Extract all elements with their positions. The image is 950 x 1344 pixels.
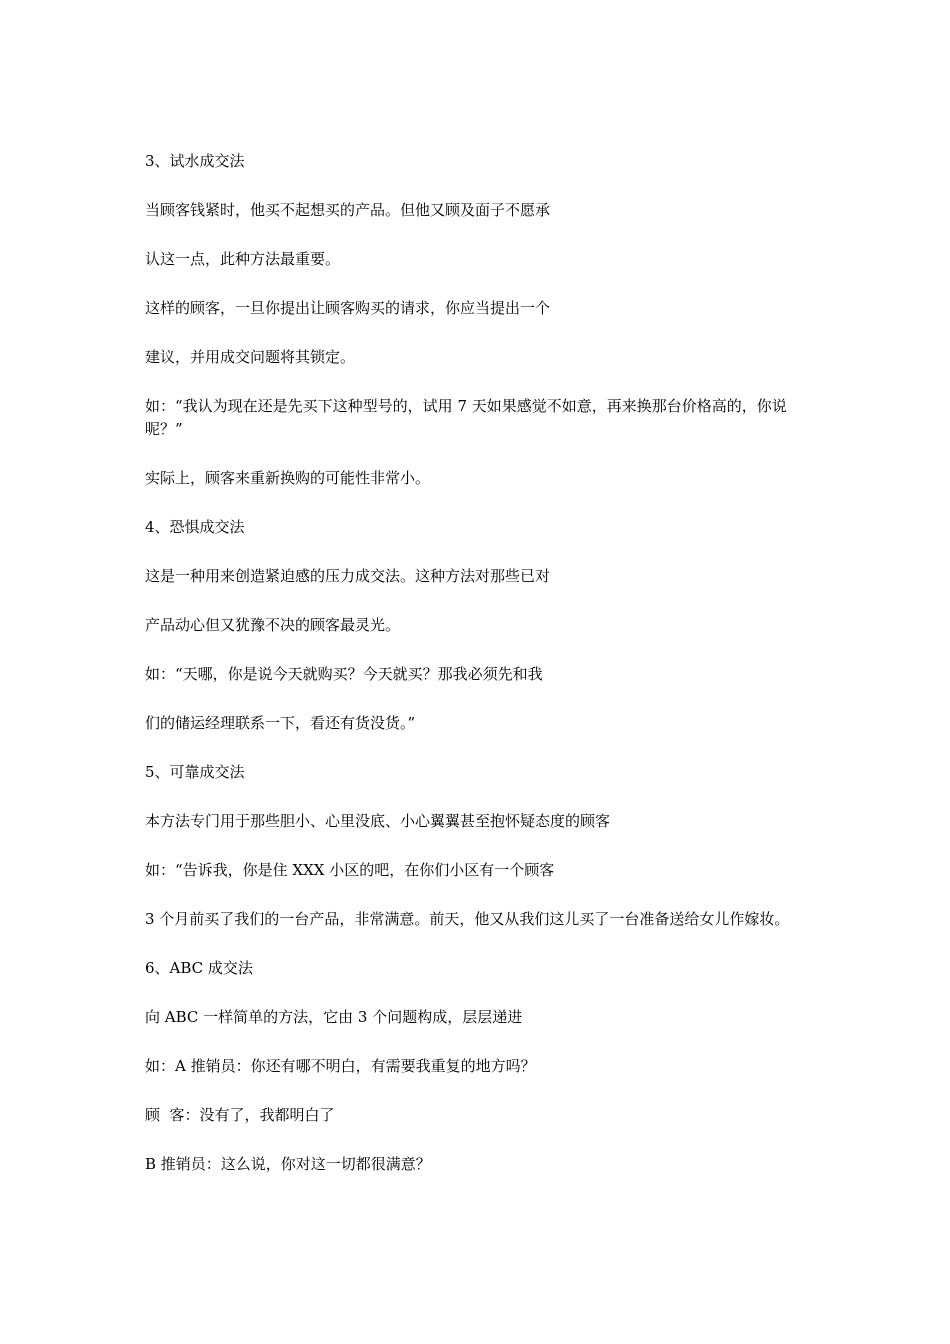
example-quote: 如：“我认为现在还是先买下这种型号的，试用 7 天如果感觉不如意，再来换那台价格高的，你说呢？”	[145, 397, 787, 438]
heading-fear-close: 4、恐惧成交法	[145, 518, 245, 536]
paragraph: 3 个月前买了我们的一台产品，非常满意。前天，他又从我们这儿买了一台准备送给女儿作嫁妆。	[145, 910, 790, 928]
paragraph: 们的储运经理联系一下，看还有货没货。”	[145, 714, 416, 732]
dialogue-line: 如：A 推销员：你还有哪不明白，有需要我重复的地方吗？	[145, 1057, 536, 1075]
dialogue-line: B 推销员：这么说，你对这一切都很满意？	[145, 1155, 431, 1173]
heading-reliable-close: 5、可靠成交法	[145, 763, 245, 781]
document-body	[145, 150, 810, 1202]
paragraph: 向 ABC 一样简单的方法，它由 3 个问题构成，层层递进	[145, 1008, 523, 1026]
paragraph: 产品动心但又犹豫不决的顾客最灵光。	[145, 616, 401, 634]
paragraph: 实际上，顾客来重新换购的可能性非常小。	[145, 469, 431, 487]
paragraph: 本方法专门用于那些胆小、心里没底、小心翼翼甚至抱怀疑态度的顾客	[145, 812, 611, 830]
dialogue-line: 顾 客：没有了，我都明白了	[145, 1106, 335, 1124]
heading-abc-close: 6、ABC 成交法	[145, 959, 253, 977]
heading-trial-close: 3、试水成交法	[145, 152, 245, 170]
paragraph: 当顾客钱紧时，他买不起想买的产品。但他又顾及面子不愿承	[145, 201, 551, 219]
example-quote: 如：“告诉我，你是住 XXX 小区的吧，在你们小区有一个顾客	[145, 861, 555, 879]
paragraph: 这是一种用来创造紧迫感的压力成交法。这种方法对那些已对	[145, 567, 551, 585]
paragraph: 建议，并用成交问题将其锁定。	[145, 348, 356, 366]
paragraph: 这样的顾客，一旦你提出让顾客购买的请求，你应当提出一个	[145, 299, 551, 317]
paragraph: 认这一点，此种方法最重要。	[145, 250, 341, 268]
example-quote: 如：“天哪，你是说今天就购买？今天就买？那我必须先和我	[145, 665, 543, 683]
